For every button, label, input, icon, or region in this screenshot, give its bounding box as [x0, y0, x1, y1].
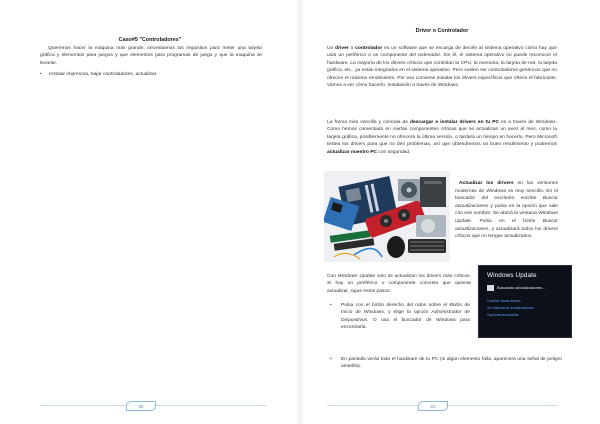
hardware-list-bullet	[330, 356, 562, 371]
book-fold-shadow	[296, 0, 304, 424]
section-title: Driver o Controlador	[415, 28, 469, 34]
case-paragraph: Queremos hacer la maquina más grande, necesitamos los requisitos para meter una tarjeta gráfica y elementos para juegos y que elementos para programas de juego y que la maquina se levante.	[40, 46, 262, 66]
italic-run: Windows Update.	[455, 211, 558, 224]
italic-run: Buscar actualizaciones	[455, 218, 558, 232]
driver-definition-paragraph	[327, 45, 557, 89]
italic-run: Buscar actualizaciones	[455, 196, 558, 209]
update-history-link[interactable]: Ver historial de actualizaciones	[487, 306, 534, 310]
case-bullet	[40, 71, 262, 78]
advanced-options-link[interactable]: Opciones avanzadas	[487, 313, 519, 317]
checking-updates-label: Buscando actualizaciones...	[497, 285, 546, 290]
text-run: Pulsa con el botón derecho del ratón sobre el	[341, 303, 450, 308]
text-run: Un	[327, 46, 336, 51]
bold-run: Actualizar los drivers	[459, 181, 514, 186]
bold-run: descargar e instalar drivers en tu PC	[409, 120, 500, 125]
case-bullet-text: Instalar impresora, bajar controladores, actualizar.	[49, 72, 158, 77]
hardware-illustration	[324, 171, 450, 262]
footer-line-right	[327, 405, 418, 406]
windows-update-icon	[487, 285, 494, 291]
text-run: y pulsa en la opción que sale con ese nombre. Se abrirá la ventana	[455, 203, 558, 217]
install-drivers-paragraph	[327, 119, 557, 156]
bullet-icon: •	[40, 72, 42, 77]
text-run: solo se actualizan los drivers más críticos. Si hay un periférico o componente concreto que quieras actualizar, sigue estos pasos:	[327, 274, 471, 294]
computer-hardware-components-image	[324, 171, 450, 262]
footer-line-left	[40, 405, 126, 406]
text-run: es un software que se encarga de decirle al sistema operativo cómo hay que usar un periférico o un componente del ordenador. Sin él, el sistema operativo no puede reconocer el hardware. La mayoría de los drivers críticos que controlan la CPU, la memoria, la tarjeta de red, la tarjeta gráfica, etc., ya están integrados en el sistema operativo. Pero suelen ser controladores genéricos que no ofrecen el máximo rendimiento. Por eso conviene instalar los drivers específicos que ofrece el fabricante. Vamos a ver cómo hacerlo. Instalación a través de Windows.	[327, 46, 557, 89]
text-run: de Inicio de Windows, y elige la opción	[341, 303, 470, 316]
update-drivers-paragraph	[455, 180, 558, 241]
device-manager-bullet	[330, 302, 470, 332]
text-run: , y actualizará todos los drivers críticos que no tengas actualizados.	[455, 226, 558, 240]
italic-run: Botón	[449, 303, 463, 308]
text-run: o	[348, 46, 356, 51]
page-number-right: 81	[418, 401, 448, 411]
bullet-text	[341, 302, 470, 332]
windows-update-title: Windows Update	[487, 272, 537, 279]
text-run: La forma más sencilla y cómoda de	[327, 120, 410, 125]
italic-run: Windows Update	[337, 274, 376, 279]
active-hours-link[interactable]: Cambiar horas activas	[487, 299, 521, 303]
bullet-icon: •	[330, 303, 332, 308]
italic-run: Administrador de Dispositivos	[341, 310, 470, 323]
bold-run: actualizar nuestro PC	[327, 149, 378, 155]
text-run: en las versiones modernas de Windows es muy sencillo. En el buscador del escritorio escribe	[455, 181, 558, 202]
footer-line-left-2	[156, 405, 266, 406]
bold-run: controlador	[355, 46, 383, 51]
text-run: Pulsa en el botón	[472, 218, 543, 224]
case-title: Caso#5 "Controladores"	[118, 37, 182, 43]
windows-update-paragraph	[327, 273, 471, 295]
page-number-left: 80	[126, 401, 156, 411]
footer-line-right-2	[448, 405, 558, 406]
bold-run: driver	[335, 46, 349, 51]
text-run: Con	[327, 274, 338, 279]
text-run: con seguridad.	[377, 149, 411, 155]
bullet-icon: •	[330, 357, 332, 362]
checking-updates-row	[487, 283, 567, 292]
windows-update-screenshot	[478, 265, 572, 338]
bullet-text: En pantalla verás todo el hardware de tu PC (si algún elemento falla, aparecerá una señal de peligro amarilla).	[341, 357, 562, 370]
text-run: . O usa el buscador de Windows para encontrarla.	[341, 317, 470, 331]
text-run: es a través de Windows. Como hemos comentado en ciertas componentes críticas que se actualizan un avez al mes, como la tarjeta gráfica, posiblemente no ofrecerá la última versión, o tardará un tiempo en hacerlo. Pero Microsoft testea los drivers para que no den problemas, así que obtendremos un buen rendimiento y podremos	[327, 120, 557, 148]
